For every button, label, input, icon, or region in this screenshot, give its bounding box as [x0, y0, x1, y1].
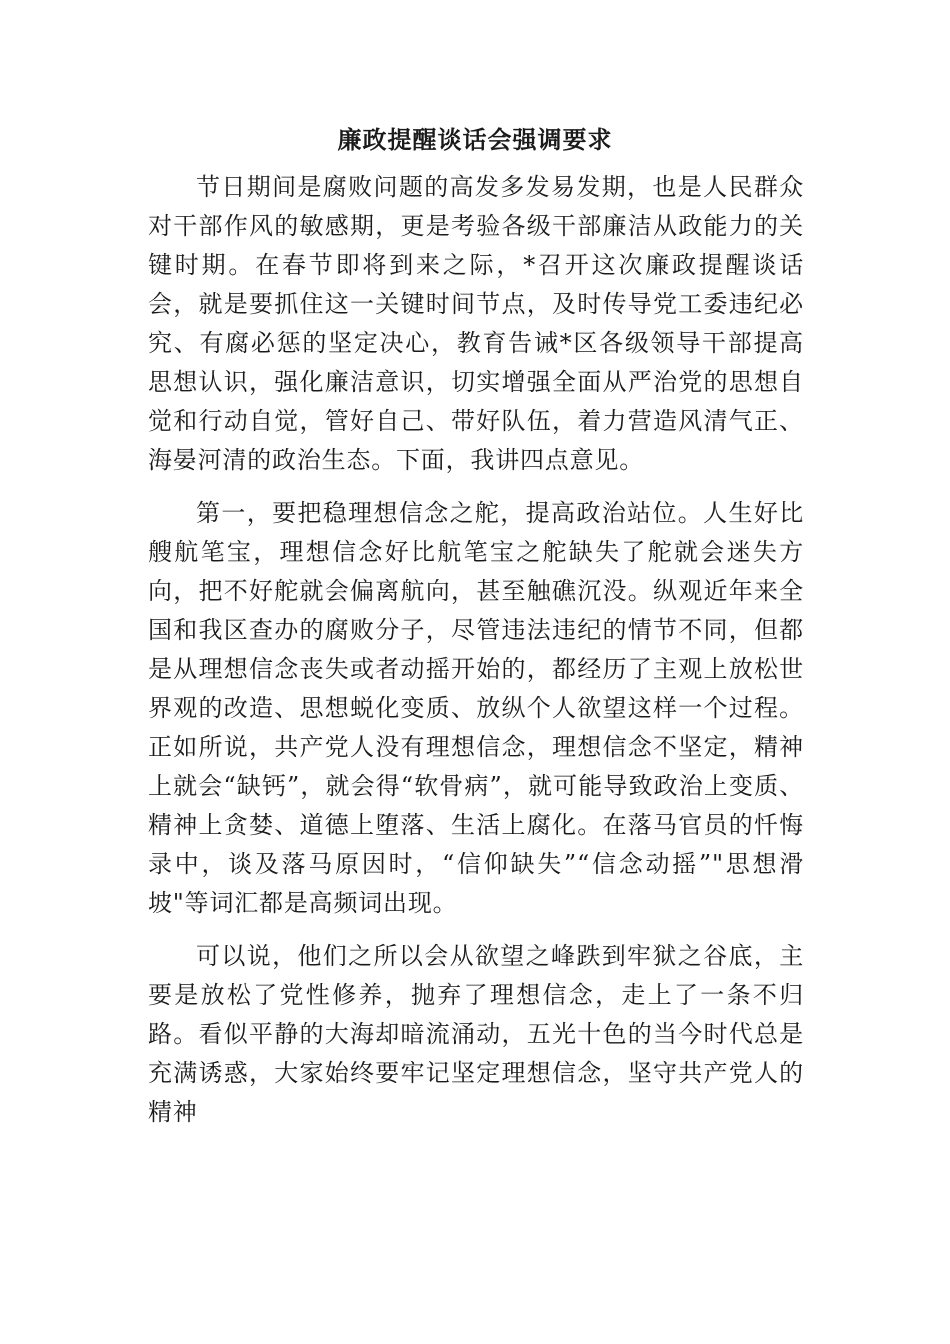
document-title: 廉政提醒谈话会强调要求	[337, 125, 613, 154]
paragraph-continuation: 可以说，他们之所以会从欲望之峰跌到牢狱之谷底，主要是放松了党性修养，抛弃了理想信念，走上了一条不归路。看似平静的大海却暗流涌动，五光十色的当今时代总是充满诱惑，大家始终要牢记坚定理想信念，坚守共产党人的精神	[148, 942, 804, 1126]
paragraph-first-point: 第一，要把稳理想信念之舵，提高政治站位。人生好比艘航笔宝，理想信念好比航笔宝之舵缺失了舵就会迷失方向，把不好舵就会偏离航向，甚至触礁沉没。纵观近年来全国和我区查办的腐败分子，尽管违法违纪的情节不同，但都是从理想信念丧失或者动摇开始的，都经历了主观上放松世界观的改造、思想蜕化变质、放纵个人欲望这样一个过程。正如所说，共产党人没有理想信念，理想信念不坚定，精神上就会“缺钙”，就会得“软骨病”，就可能导致政治上变质、精神上贪婪、道德上堕落、生活上腐化。在落马官员的忏悔录中，谈及落马原因时，“信仰缺失”“信念动摇”"思想滑坡"等词汇都是高频词出现。	[148, 499, 804, 917]
document-body	[148, 168, 804, 1132]
paragraph-intro: 节日期间是腐败问题的高发多发易发期，也是人民群众对干部作风的敏感期，更是考验各级干部廉洁从政能力的关键时期。在春节即将到来之际，*召开这次廉政提醒谈话会，就是要抓住这一关键时间节点，及时传导党工委违纪必究、有腐必惩的坚定决心，教育告诫*区各级领导干部提高思想认识，强化廉洁意识，切实增强全面从严治党的思想自觉和行动自觉，管好自己、带好队伍，着力营造风清气正、海晏河清的政治生态。下面，我讲四点意见。	[148, 173, 804, 474]
